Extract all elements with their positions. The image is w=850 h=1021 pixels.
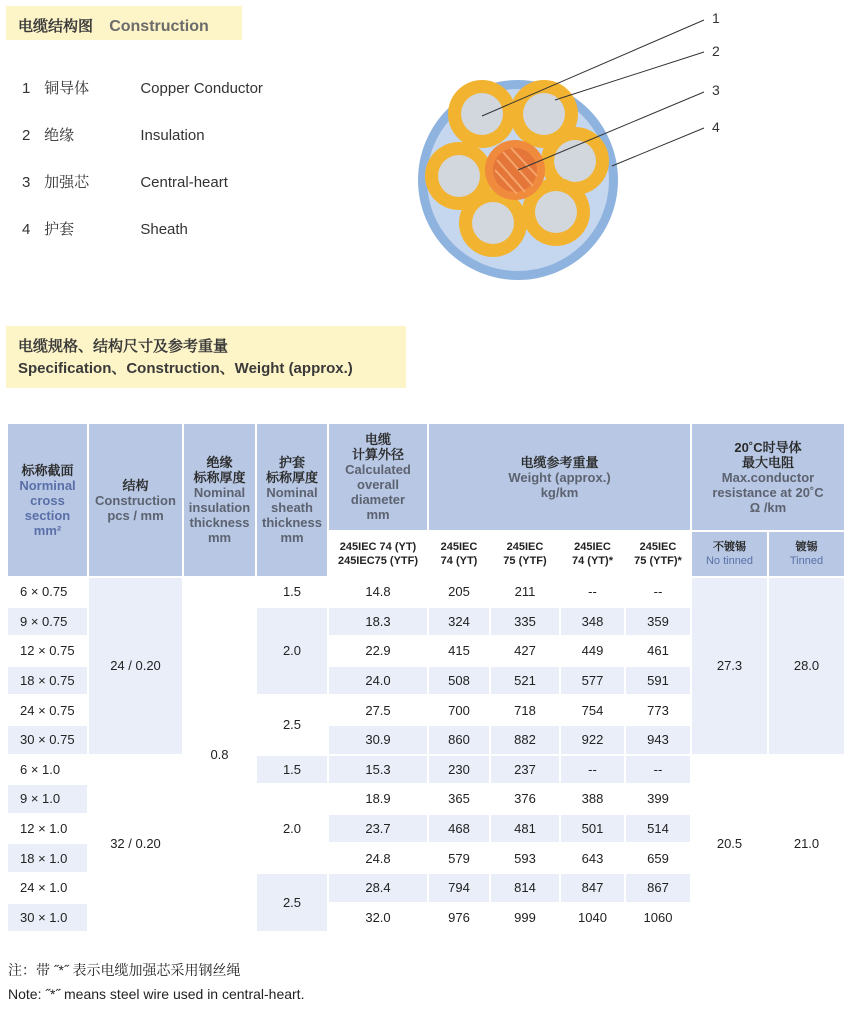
cell-weight: 521: [490, 666, 560, 696]
spec-table: [6, 422, 846, 933]
header-sheath-en: Nominal: [266, 485, 318, 500]
header-diameter-cn: 计算外径: [351, 447, 404, 462]
header-weight-unit: kg/km: [540, 484, 579, 500]
header-weight: [428, 423, 691, 531]
header-diameter: [328, 423, 428, 531]
header-section: [7, 423, 88, 577]
cell-weight: 376: [490, 784, 560, 814]
subheader-line: 75 (YTF)*: [634, 555, 682, 567]
header-insulation-en: insulation: [188, 500, 251, 515]
cell-weight: 659: [625, 843, 691, 873]
cell-section: 6 × 1.0: [7, 755, 88, 785]
cell-sheath: 2.5: [256, 873, 328, 932]
subheader-line: 镀锡: [795, 541, 818, 553]
callout-label-4: 4: [712, 119, 720, 135]
cell-weight: 205: [428, 577, 490, 607]
note-en: Note: ˝*˝ means steel wire used in central-heart.: [8, 986, 305, 1002]
cell-weight: --: [560, 755, 625, 785]
callout-label-2: 2: [712, 43, 720, 59]
header-sheath-unit: mm: [280, 530, 304, 545]
header-diameter-en: Calculated: [345, 462, 411, 477]
cell-weight: 461: [625, 636, 691, 666]
header-section-en: section: [24, 507, 71, 523]
cell-weight: 814: [490, 873, 560, 903]
conductor-6: [425, 142, 493, 210]
header-insulation: [183, 423, 256, 577]
cell-diameter: 15.3: [328, 755, 428, 785]
subheader-line: No tinned: [705, 555, 754, 567]
header-insulation-cn: 标称厚度: [193, 470, 246, 485]
cell-section: 30 × 0.75: [7, 725, 88, 755]
cell-sheath: 2.0: [256, 607, 328, 696]
header-construction-unit: pcs / mm: [107, 507, 164, 523]
cell-diameter: 14.8: [328, 577, 428, 607]
legend-cn: 加强芯: [44, 174, 90, 191]
legend-en: Central-heart: [140, 174, 228, 191]
cell-weight: 501: [560, 814, 625, 844]
cell-weight: 976: [428, 903, 490, 933]
cell-weight: 591: [625, 666, 691, 696]
subheader-diameter-line: 245IEC75 (YTF): [337, 555, 419, 567]
central-heart-core: [485, 140, 545, 200]
subheader-diameter-line: 245IEC 74 (YT): [339, 541, 417, 553]
cell-weight: 230: [428, 755, 490, 785]
legend-num: 4: [22, 221, 31, 238]
subheader-tinned: [768, 531, 845, 577]
cell-section: 9 × 0.75: [7, 607, 88, 637]
subheader-weight-74: [428, 531, 490, 577]
header-weight-en: Weight (approx.): [508, 469, 611, 485]
cell-weight: 718: [490, 695, 560, 725]
legend-en: Sheath: [140, 221, 188, 238]
cell-weight: 882: [490, 725, 560, 755]
header-construction-cn: 结构: [122, 477, 149, 493]
subheader-line: Tinned: [789, 555, 824, 567]
legend-cn: 护套: [44, 221, 75, 238]
cell-weight: 773: [625, 695, 691, 725]
header-resistance-unit: Ω /km: [749, 499, 787, 515]
cell-weight: 794: [428, 873, 490, 903]
header-resistance-en: Max.conductor: [721, 469, 815, 485]
cell-weight: 922: [560, 725, 625, 755]
cell-diameter: 24.0: [328, 666, 428, 696]
header-section-en: Norminal: [19, 477, 76, 493]
cell-weight: 508: [428, 666, 490, 696]
note-cn: 注：带 ˝*˝ 表示电缆加强芯采用钢丝绳: [8, 962, 241, 978]
cell-weight: 348: [560, 607, 625, 637]
cell-weight: 481: [490, 814, 560, 844]
cell-section: 6 × 0.75: [7, 577, 88, 607]
cell-weight: 700: [428, 695, 490, 725]
header-insulation-en: thickness: [189, 515, 250, 530]
cell-weight: --: [625, 755, 691, 785]
cable-cross-section-diagram: [0, 0, 850, 300]
cell-section: 12 × 1.0: [7, 814, 88, 844]
cell-weight: 593: [490, 843, 560, 873]
subheader-weight-75-steel: [625, 531, 691, 577]
legend-en: Copper Conductor: [140, 80, 263, 97]
cell-weight: 754: [560, 695, 625, 725]
header-section-cn: 标称截面: [21, 462, 74, 478]
cell-insulation: 0.8: [183, 577, 256, 932]
legend-cn: 绝缘: [44, 127, 75, 144]
cell-section: 18 × 0.75: [7, 666, 88, 696]
cell-diameter: 23.7: [328, 814, 428, 844]
cell-weight: 1060: [625, 903, 691, 933]
cell-section: 18 × 1.0: [7, 843, 88, 873]
subheader-line: 不镀锡: [713, 541, 746, 553]
cell-section: 24 × 1.0: [7, 873, 88, 903]
cell-construction: 32 / 0.20: [88, 755, 183, 933]
cell-section: 12 × 0.75: [7, 636, 88, 666]
subheader-weight-74-steel: [560, 531, 625, 577]
cell-diameter: 27.5: [328, 695, 428, 725]
cell-weight: 427: [490, 636, 560, 666]
cell-weight: 860: [428, 725, 490, 755]
header-construction: [88, 423, 183, 577]
cell-diameter: 18.9: [328, 784, 428, 814]
cell-resistance-no-tinned: 20.5: [691, 755, 768, 933]
legend-num: 1: [22, 80, 31, 97]
cell-diameter: 22.9: [328, 636, 428, 666]
cell-diameter: 28.4: [328, 873, 428, 903]
legend-cn: 铜导体: [44, 80, 90, 97]
cell-diameter: 30.9: [328, 725, 428, 755]
subheader-line: 75 (YTF): [503, 555, 547, 567]
cell-weight: --: [560, 577, 625, 607]
header-sheath: [256, 423, 328, 577]
construction-title-cn: 电缆结构图: [18, 18, 94, 35]
subheader-no-tinned: [691, 531, 768, 577]
cell-weight: 449: [560, 636, 625, 666]
cell-weight: 847: [560, 873, 625, 903]
cell-diameter: 24.8: [328, 843, 428, 873]
header-section-unit: mm²: [33, 522, 62, 538]
header-sheath-cn: 护套: [278, 455, 305, 470]
subheader-line: 245IEC: [639, 541, 677, 553]
header-diameter-en: overall: [357, 477, 399, 492]
cell-weight: 867: [625, 873, 691, 903]
header-resistance: [691, 423, 845, 531]
cell-weight: 514: [625, 814, 691, 844]
cell-weight: 943: [625, 725, 691, 755]
callout-label-1: 1: [712, 10, 720, 26]
subheader-line: 74 (YT)*: [572, 555, 613, 567]
table-row: [7, 755, 845, 785]
conductor-1: [448, 80, 516, 148]
cell-resistance-tinned: 21.0: [768, 755, 845, 933]
cell-weight: 359: [625, 607, 691, 637]
cell-diameter: 18.3: [328, 607, 428, 637]
header-resistance-cn: 最大电阻: [741, 454, 794, 470]
cell-weight: 388: [560, 784, 625, 814]
header-insulation-en: Nominal: [193, 485, 246, 500]
cell-weight: 365: [428, 784, 490, 814]
cell-sheath: 1.5: [256, 755, 328, 785]
cell-weight: 999: [490, 903, 560, 933]
cell-resistance-tinned: 28.0: [768, 577, 845, 755]
subheader-line: 245IEC: [574, 541, 611, 553]
spec-title-cn: 电缆规格、结构尺寸及参考重量: [18, 338, 229, 355]
cell-weight: 415: [428, 636, 490, 666]
cell-diameter: 32.0: [328, 903, 428, 933]
construction-title-en: Construction: [109, 18, 209, 35]
subheader-line: 245IEC: [440, 541, 478, 553]
header-diameter-cn: 电缆: [364, 432, 391, 447]
spec-title-badge: [6, 326, 406, 388]
legend-num: 2: [22, 127, 31, 144]
legend-num: 3: [22, 174, 31, 191]
cell-sheath: 2.5: [256, 695, 328, 754]
cell-resistance-no-tinned: 27.3: [691, 577, 768, 755]
header-resistance-en: resistance at 20˚C: [712, 484, 824, 500]
cell-weight: 1040: [560, 903, 625, 933]
subheader-weight-75: [490, 531, 560, 577]
cell-section: 30 × 1.0: [7, 903, 88, 933]
callout-label-3: 3: [712, 82, 720, 98]
cell-weight: 577: [560, 666, 625, 696]
header-weight-cn: 电缆参考重量: [520, 454, 599, 470]
header-insulation-cn: 绝缘: [206, 455, 233, 470]
cell-section: 24 × 0.75: [7, 695, 88, 725]
header-section-en: cross: [30, 492, 65, 508]
cell-weight: 211: [490, 577, 560, 607]
header-diameter-unit: mm: [366, 507, 390, 522]
subheader-line: 245IEC: [506, 541, 544, 553]
cell-weight: 399: [625, 784, 691, 814]
cell-weight: 643: [560, 843, 625, 873]
header-sheath-en: thickness: [262, 515, 322, 530]
subheader-line: 74 (YT): [440, 555, 478, 567]
cell-sheath: 1.5: [256, 577, 328, 607]
header-sheath-en: sheath: [271, 500, 313, 515]
cell-sheath: 2.0: [256, 784, 328, 873]
header-construction-en: Construction: [95, 492, 176, 508]
cell-weight: 335: [490, 607, 560, 637]
header-resistance-cn: 20˚C时导体: [734, 439, 802, 455]
header-insulation-unit: mm: [207, 530, 232, 545]
cell-weight: --: [625, 577, 691, 607]
header-diameter-en: diameter: [350, 492, 406, 507]
cell-construction: 24 / 0.20: [88, 577, 183, 755]
spec-title-en: Specification、Construction、Weight (approx.): [18, 360, 353, 377]
cell-weight: 579: [428, 843, 490, 873]
table-row: [7, 577, 845, 607]
legend-en: Insulation: [140, 127, 205, 144]
cell-section: 9 × 1.0: [7, 784, 88, 814]
header-sheath-cn: 标称厚度: [265, 470, 318, 485]
subheader-diameter: [328, 531, 428, 577]
cell-weight: 468: [428, 814, 490, 844]
cell-weight: 237: [490, 755, 560, 785]
cell-weight: 324: [428, 607, 490, 637]
